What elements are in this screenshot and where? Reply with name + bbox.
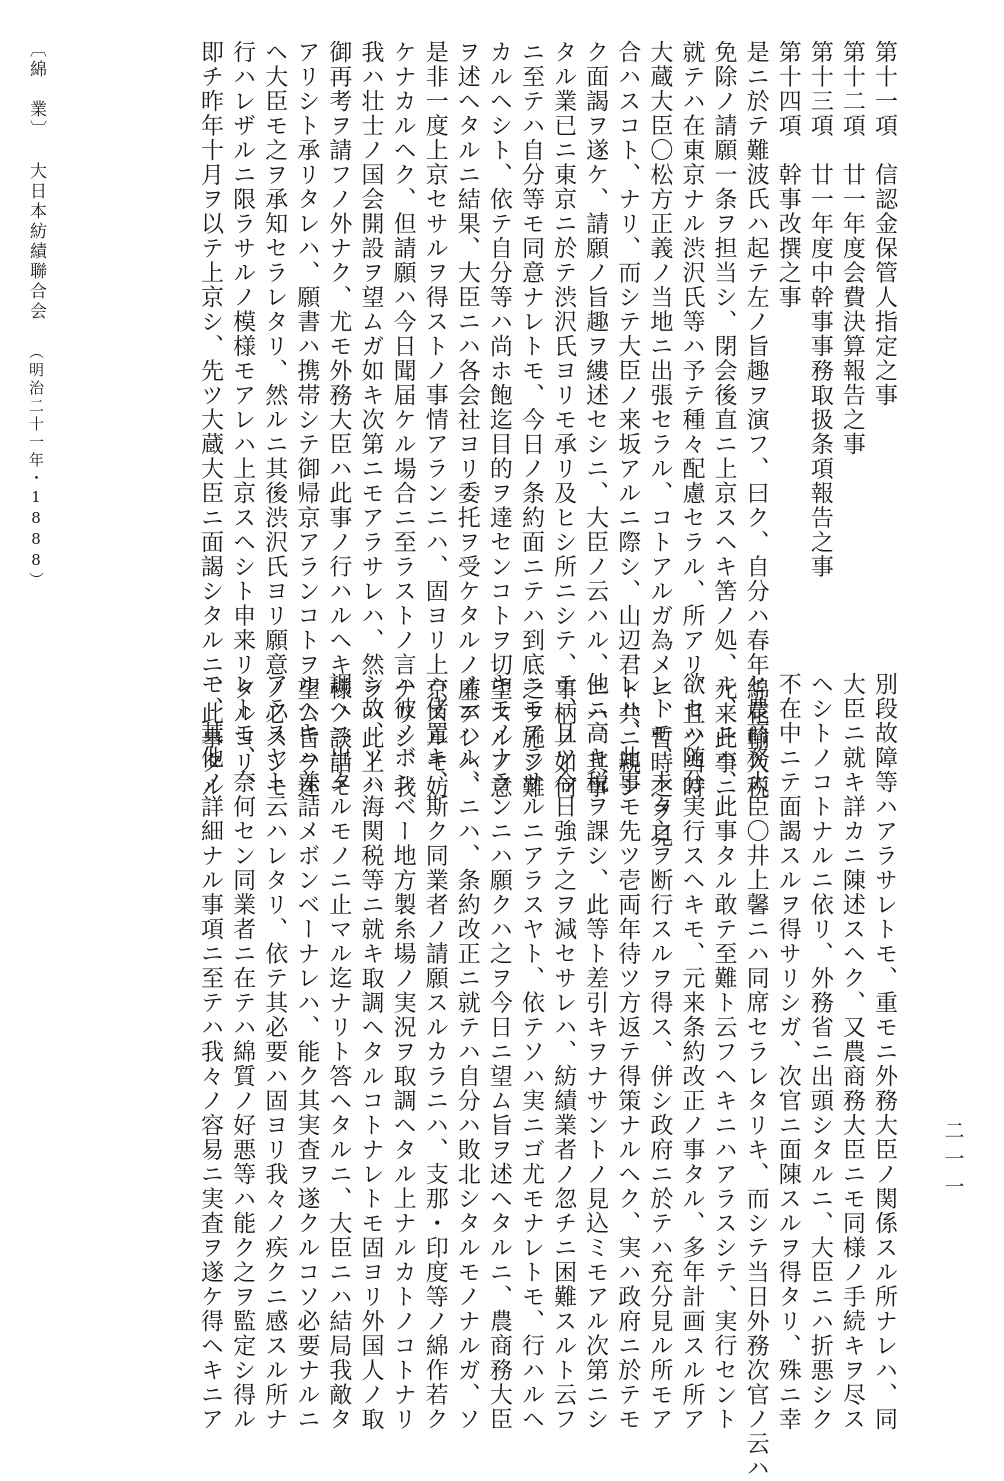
text-line: ヘ大臣モ之ヲ承知セラレタリ、然ルニ其後渋沢氏ヨリ願意ノ必スシモ (261, 40, 288, 800)
text-line: 欲セハ随分実行スヘキモ、元来条約改正ノ事タル、多年計画スル所ア (678, 672, 705, 1432)
text-line: 第十二項 廿一年度会費決算報告之事 (838, 40, 865, 457)
text-line: 大臣ニ就キ詳カニ陳述スヘク、又農商務大臣ニモ同様ノ手続キヲ尽ス (838, 672, 865, 1432)
text-line: 是非一度上京セサルヲ得ストノ事情アランニハ、固ヨリ上京スルモ妨 (421, 40, 448, 800)
text-line: アラスヤト云ハレタリ、依テ其必要ハ固ヨリ我々ノ疾クニ感スル所ナ (261, 672, 288, 1432)
text-line: ハ彼ノボンベー地方製糸場ノ実況ヲ取調ヘタル上ナルカトノコトナリ (389, 672, 416, 1432)
text-line: 大蔵大臣〇松方正義ノ当地ニ出張セラル、コトアルガ為メニ、暫時之ヲ見 (646, 40, 673, 849)
text-line: ヘシトノコトナルニ依リ、外務省ニ出頭シタルニ、大臣ニハ折悪シク (806, 672, 833, 1432)
text-line: 第十四項 幹事改撰之事 (774, 40, 801, 310)
text-line: 調ヘニ出タルモノニ止マル迄ナリト答ヘタルニ、大臣ニハ結局我敵タ (325, 672, 352, 1432)
text-line: ニモアラサルニアラスヤト、依テソハ実ニゴ尤モナレトモ、行ハルヘ (517, 672, 544, 1432)
text-line: 他ニ高キ税ヲ課シ、此等ト差引キヲナサントノ見込ミモアル次第ニシ (582, 672, 609, 1432)
text-line: テ、且ツ今日強テ之ヲ減セサレハ、紡績業者ノ忽チニ困難スルト云フ (550, 672, 577, 1432)
text-line: 行ハレザルニ限ラサルノ模様モアレハ上京スヘシト申来リタルヨリ、 (229, 40, 256, 800)
footer-category: 〔綿 業〕 (26, 40, 46, 140)
text-line: ル、ニハ、此事タル敢テ至難ト云フヘキニハアラスシテ、実行セント (710, 672, 737, 1432)
text-line: タル業已ニ東京ニ於テ渋沢氏ヨリモ承リ及ヒシ所ニシテ、事柄ノ如何 (550, 40, 577, 800)
text-line: 別段故障等ハアラサレトモ、重モニ外務大臣ノ関係スル所ナレハ、同 (871, 672, 897, 1432)
lower-text-block (0, 672, 900, 1481)
text-line: カルヘシト、依テ自分等ハ尚ホ飽迄目的ヲ達センコトヲ切望スルノ意 (485, 40, 512, 800)
text-line: ノ云ハル、ニハ、条約改正ニ就テハ自分ハ敗北シタルモノナルガ、ソ (453, 672, 480, 1432)
text-line: ヲ述ヘタルニ結果、大臣ニハ各会社ヨリ委托ヲ受ケタルノ廉アレハ、 (453, 40, 480, 800)
text-line: 合ハスコト、ナリ、而シテ大臣ノ来坂アルニ際シ、山辺君ト共ニ親シ (614, 40, 641, 800)
footer-date: （明治二十一年・1888） (27, 344, 45, 590)
text-line: 即チ昨年十月ヲ以テ上京シ、先ツ大蔵大臣ニ面謁シタルニ、此事タル (197, 40, 224, 800)
text-line: モ、其他ノ詳細ナル事項ニ至テハ我々ノ容易ニ実査ヲ遂ケ得ヘキニア (197, 672, 224, 1432)
text-line: シ故、ソハ海関税等ニ就キ取調ヘタルコトナレトモ固ヨリ外国人ノ取 (357, 672, 384, 1432)
page-number: 二一一 (941, 1120, 965, 1204)
text-line: 第十三項 廿一年度中幹事事務取扱条項報告之事 (806, 40, 833, 579)
text-line: 不在中ニテ面謁スルヲ得サリシガ、次官ニ面陳スルヲ得タリ、殊ニ幸 (774, 672, 801, 1432)
text-line: ケナカルヘク、但請願ハ今日聞届ケル場合ニ至ラストノ言ナリシ、我 (389, 40, 416, 800)
text-line: レトモ、未タ之ヲ断行スルヲ得ス、併シ政府ニ於テハ充分見ル所モア (646, 672, 673, 1432)
running-footer (26, 40, 46, 590)
text-line: ク面謁ヲ遂ケ、請願ノ旨趣ヲ縷述セシニ、大臣ノ云ハル、ニハ、其事 (582, 40, 609, 800)
text-line: レハ、此事モ先ツ壱両年待ツ方返テ得策ナルヘク、実ハ政府ニ於テモ (614, 672, 641, 1432)
text-line: ヒ農商務大臣〇井上馨ニハ同席セラレタリキ、而シテ当日外務次官ノ云ハ (742, 672, 769, 1481)
text-line: 第十一項 信認金保管人指定之事 (871, 40, 897, 408)
text-line: ルヘキハ差詰メボンベーナレハ、能ク其実査ヲ遂クルコソ必要ナルニ (293, 672, 320, 1432)
text-line: ハ偖置キ、斯ク同業者ノ請願スルカラニハ、支那・印度等ノ綿作若ク (421, 672, 448, 1432)
upper-text-block (0, 40, 900, 849)
text-line: ニ至テハ自分等モ同意ナレトモ、今日ノ条約面ニテハ到底之ヲ施シ難 (517, 40, 544, 800)
footer-source: 大日本紡績聯合会 (26, 162, 46, 322)
text-line: アリシト承リタレハ、願書ハ携帯シテ御帰京アランコトヲ望ム旨ヲ述 (293, 40, 320, 800)
text-line: 御再考ヲ請フノ外ナク、尤モ外務大臣ハ此事ノ行ハルヘキ様ノ談話モ (325, 40, 352, 800)
text-line: 我ハ壮士ノ国会開設ヲ望ムガ如キ次第ニモアラサレハ、然ラハ此上ハ (357, 40, 384, 800)
text-line: レトモ、奈何セン同業者ニ在テハ綿質ノ好悪等ハ能ク之ヲ監定シ得ル (229, 672, 256, 1432)
text-line: 免除ノ請願一条ヲ担当シ、閉会後直ニ上京スヘキ筈ノ処、元来此事ニ (710, 40, 737, 800)
text-line: 是ニ於テ難波氏ハ起テ左ノ旨趣ヲ演フ、曰ク、自分ハ春年綿花輸入税 (742, 40, 769, 800)
text-line: 就テハ在東京ナル渋沢氏等ハ予テ種々配慮セラル、所アリ、且ツ当時 (678, 40, 705, 800)
text-line: キモノナランニハ願クハ之ヲ今日ニ望ム旨ヲ述ヘタルニ、農商務大臣 (485, 672, 512, 1432)
